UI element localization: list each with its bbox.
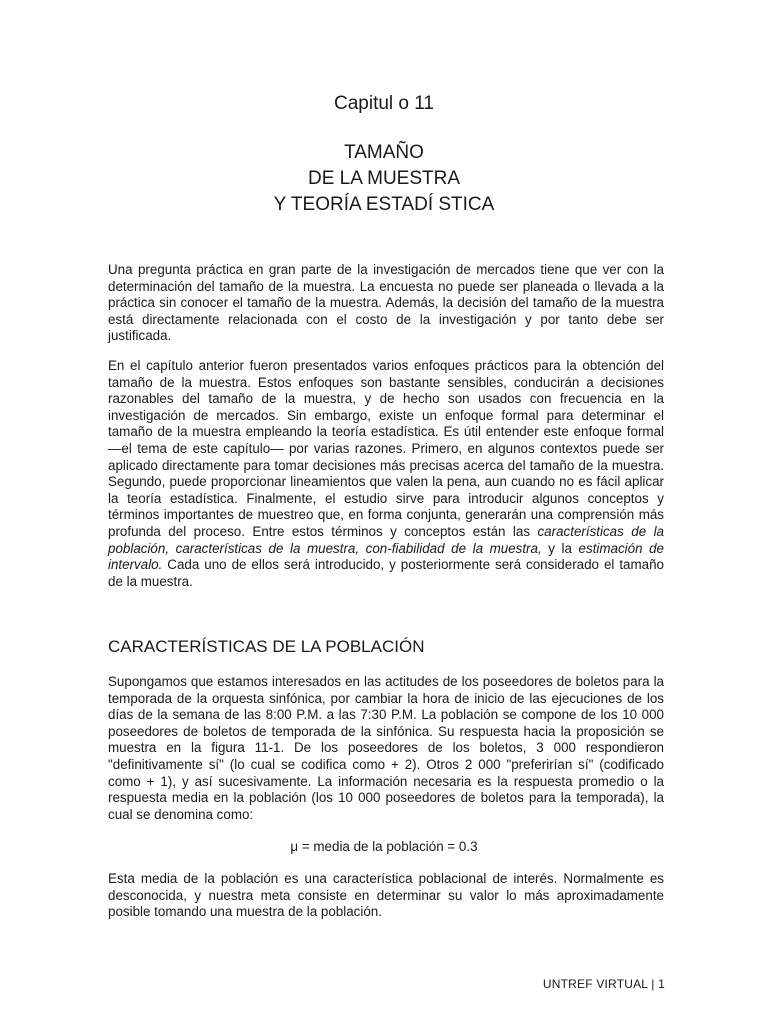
intro-paragraph-1: Una pregunta práctica en gran parte de la investigación de mercados tiene que ver con la determinación del tamaño de la muestra. La encuesta no puede ser planeada o llevada a la práctica sin conocer el tamaño de la muestra. Además, la decisión del tamaño de la muestra está directamente relacionada con el costo de la investigación y por tanto debe ser justificada. [108,262,664,344]
chapter-label: Capitul o 11 [334,93,434,114]
population-mean-formula: μ = media de la población = 0.3 [290,839,478,854]
section-paragraph-2: Esta media de la población es una característica poblacional de interés. Normalmente es desconocida, y nuestra meta consiste en determinar su valor lo más aproximadamente posible tomando una muestra de la población. [108,871,664,920]
intro-paragraph-2 [108,358,664,590]
paragraph-text: y la [541,540,579,556]
page-footer: UNTREF VIRTUAL | 1 [542,977,665,991]
title-line-2: DE LA MUESTRA [307,168,461,189]
chapter-title [0,140,768,218]
title-line-3: Y TEORÍA ESTADÍ STICA [273,194,495,215]
paragraph-text: Cada uno de ellos será introducido, y posteriormente será considerado el tamaño de la muestra. [108,557,664,589]
title-line-1: TAMAÑO [344,142,424,163]
italic-terms: características de la población, características de la muestra, con-fiabilidad de la muestra, [108,523,665,556]
paragraph-text: En el capítulo anterior fueron presentados varios enfoques prácticos para la obtención del tamaño de la muestra. Estos enfoques son bastante sensibles, conducirán a decisiones razonables del tamaño de la muestra, y de hecho son usados con frecuencia en la investigación de mercados. Sin embargo, existe un enfoque formal para determinar el tamaño de la muestra empleando la teoría estadística. Es útil entender este enfoque formal —el tema de este capítulo— por varias razones. Primero, en algunos contextos puede ser aplicado directamente para tomar decisiones más precisas acerca del tamaño de la muestra. Segundo, puede proporcionar lineamientos que valen la pena, aun cuando no es fácil aplicar la teoría estadística. Finalmente, el estudio sirve para introducir algunos conceptos y términos importantes de muestreo que, en forma conjunta, generarán una comprensión más profunda del proceso. Entre estos términos y conceptos están las [108,358,664,539]
section-paragraph-1: Supongamos que estamos interesados en las actitudes de los poseedores de boletos para la temporada de la orquesta sinfónica, por cambiar la hora de inicio de las ejecuciones de los días de la semana de las 8:00 P.M. a las 7:30 P.M. La población se compone de los 10 000 poseedores de boletos de temporada de la sinfónica. Su respuesta hacia la proposición se muestra en la figura 11-1. De los poseedores de los boletos, 3 000 respondieron "definitivamente sí" (lo cual se codifica como + 2). Otros 2 000 "preferirían sí" (codificado como + 1), y así sucesivamente. La información necesaria es la respuesta promedio o la respuesta media en la población (los 10 000 poseedores de boletos para la temporada), la cual se denomina como: [108,674,664,822]
section-heading: CARACTERÍSTICAS DE LA POBLACIÓN [108,637,425,656]
italic-term: estimación de intervalo. [108,540,665,573]
